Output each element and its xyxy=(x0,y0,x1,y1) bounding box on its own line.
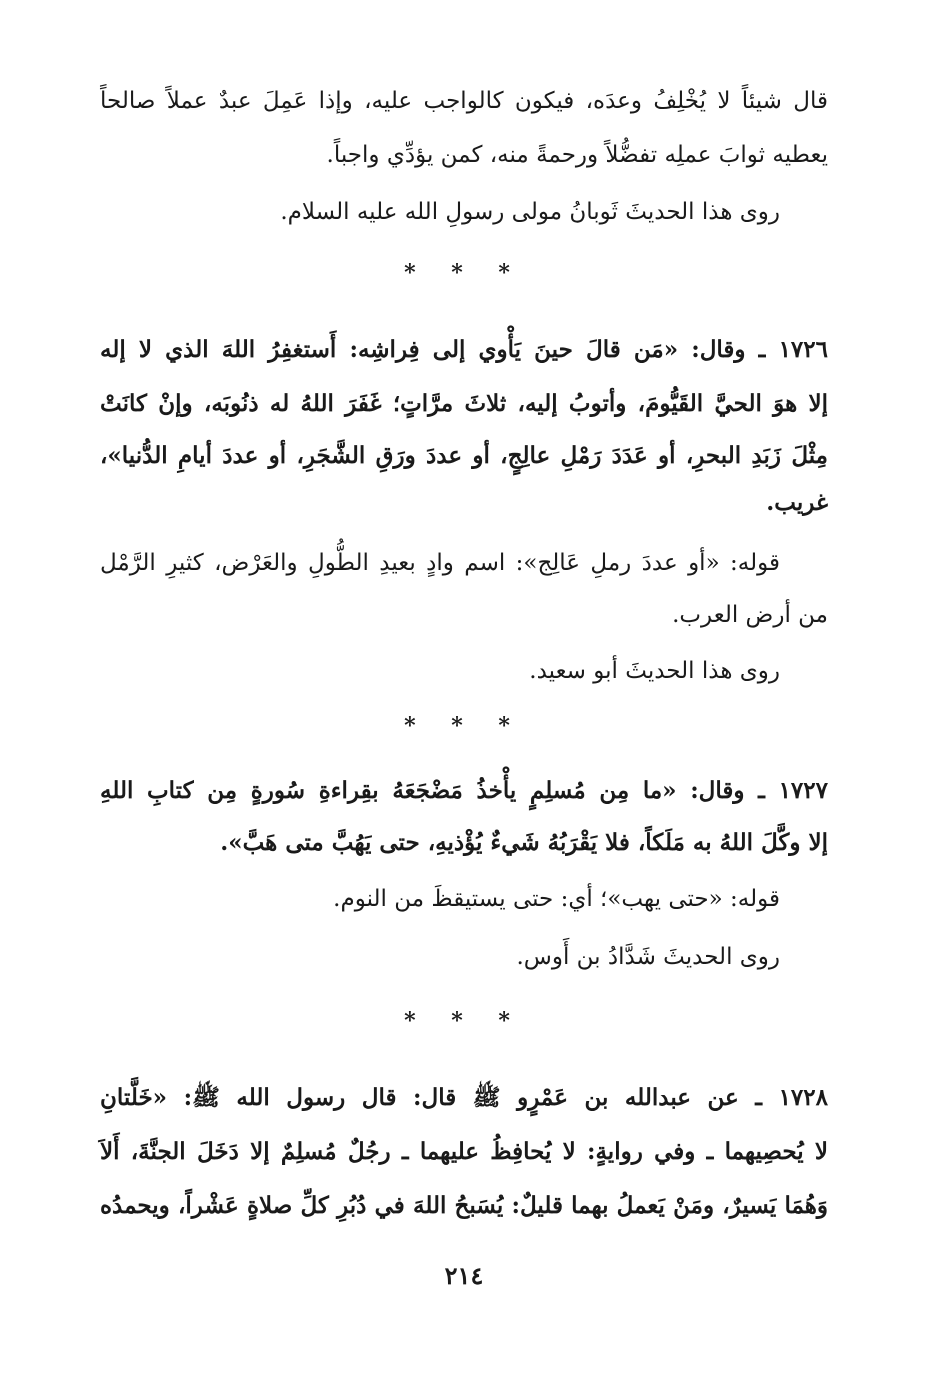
text-line: قال شيئاً لا يُخْلِفُ وعدَه، فيكون كالواجب عليه، وإذا عَمِلَ عبدٌ عملاً صالحاً xyxy=(100,88,828,114)
narrator-line: روى الحديثَ شَدَّادُ بن أَوس. xyxy=(516,944,780,970)
hadith-line: وَهُمَا يَسيرٌ، ومَنْ يَعملُ بهما قليلٌ: يُسَبحُ اللهَ في دُبُرِ كلِّ صلاةٍ عَشْراً، ويحمدُه xyxy=(100,1192,828,1219)
narrator-line: روى هذا الحديثَ أبو سعيد. xyxy=(529,658,780,684)
commentary-line: قوله: «أو عددَ رملِ عَالِج»: اسم وادٍ بعيدِ الطُّولِ والعَرْض، كثيرِ الرَّمْل xyxy=(100,550,780,576)
section-separator: * * * xyxy=(404,260,524,286)
hadith-line: إلا هوَ الحيَّ القَيُّومَ، وأتوبُ إليه، ثلاثَ مرَّاتٍ؛ غَفَرَ اللهُ له ذنُوبَه، وإنْ كانَتْ xyxy=(100,390,828,417)
hadith-line: ١٧٢٦ ـ وقال: «مَن قالَ حينَ يَأْوي إلى فِراشِه: أَستغفِرُ اللهَ الذي لا إله xyxy=(100,336,828,363)
book-page xyxy=(100,0,828,1377)
hadith-line: لا يُحصِيهما ـ وفي روايةٍ: لا يُحافِظُ عليهما ـ رجُلٌ مُسلِمٌ إلا دَخَلَ الجنَّةَ، أَلاَ xyxy=(100,1138,828,1165)
hadith-line: مِثْلَ زَبَدِ البحرِ، أو عَدَدَ رَمْلِ عالِجٍ، أو عددَ ورَقِ الشَّجَرِ، أو عددَ أيامِ الدُّنيا»، xyxy=(100,442,828,469)
hadith-line: ١٧٢٨ ـ عن عبدالله بن عَمْرٍو ﷺ قال: قال رسول الله ﷺ: «خَلَّتانِ xyxy=(100,1084,828,1111)
commentary-line: قوله: «حتى يهب»؛ أي: حتى يستيقظَ من النوم. xyxy=(333,886,780,912)
narrator-line: روى هذا الحديثَ ثَوبانُ مولى رسولِ الله عليه السلام. xyxy=(280,199,780,225)
section-separator: * * * xyxy=(404,713,524,739)
hadith-line: ١٧٢٧ ـ وقال: «ما مِن مُسلِمٍ يأْخذُ مَضْجَعَهُ بقِراءةِ سُورةٍ مِن كتابِ اللهِ xyxy=(100,777,828,804)
text-line: يعطيه ثوابَ عملِه تفضُّلاً ورحمةً منه، كمن يؤدِّي واجباً. xyxy=(326,142,828,168)
commentary-line: من أرض العرب. xyxy=(672,602,828,628)
hadith-line: إلا وكَّلَ اللهُ به مَلَكاً، فلا يَقْرَبُهُ شَيءٌ يُؤْذيهِ، حتى يَهُبَّ متى هَبَّ». xyxy=(220,829,828,856)
hadith-grade: غريب. xyxy=(766,489,828,516)
page-number: ٢١٤ xyxy=(444,1261,484,1290)
section-separator: * * * xyxy=(404,1008,524,1034)
